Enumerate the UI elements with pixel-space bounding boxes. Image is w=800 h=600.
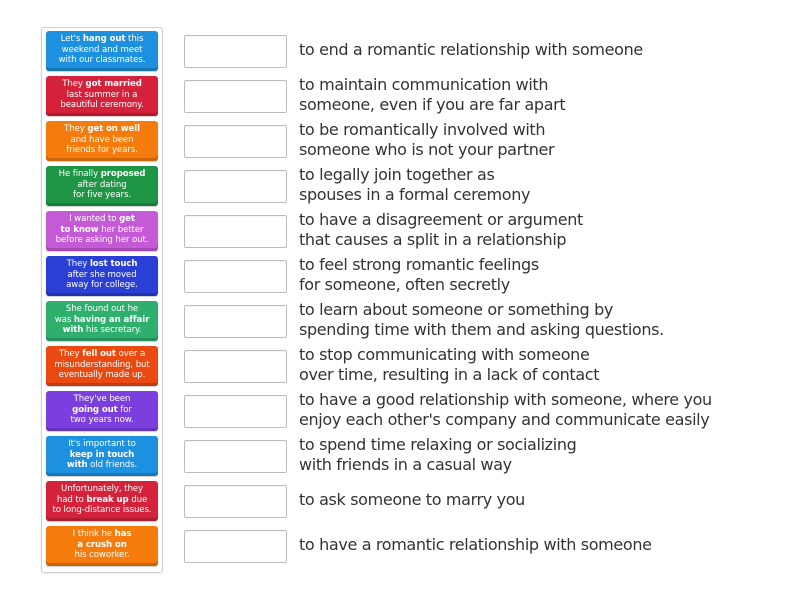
definition-line: to learn about someone or something by: [299, 300, 614, 319]
phrase-text: I wanted to: [69, 214, 120, 225]
phrase-card-line: [67, 450, 137, 461]
drop-slot[interactable]: [184, 440, 287, 473]
phrase-card-line: [52, 495, 151, 506]
phrase-text: and have been: [70, 134, 134, 145]
phrase-text: had to: [56, 494, 87, 505]
phrase-card-line: [67, 439, 137, 450]
phrasal-verb-highlight: lost touch: [89, 259, 138, 270]
phrase-text: with our classmates.: [58, 55, 146, 66]
phrase-card-line: [66, 270, 138, 281]
phrase-text: She found out he: [65, 304, 139, 315]
definition-line: to have a disagreement or argument: [299, 210, 583, 229]
phrase-card-text: [59, 34, 146, 66]
phrase-text: due: [128, 494, 148, 505]
phrase-card-line: [59, 190, 146, 201]
phrase-card[interactable]: [46, 436, 158, 476]
phrasal-verb-highlight: got married: [85, 79, 142, 90]
phrasal-verb-highlight: has: [114, 529, 132, 540]
phrase-card-line: [60, 90, 143, 101]
phrase-card-line: [59, 180, 146, 191]
phrase-text: this: [125, 34, 144, 45]
phrase-text: after dating: [77, 179, 127, 190]
drop-slot[interactable]: [184, 215, 287, 248]
phrase-card-line: [54, 360, 149, 371]
definition-line: someone, even if you are far apart: [299, 95, 566, 114]
drop-slot[interactable]: [184, 530, 287, 563]
phrasal-verb-highlight: going out: [72, 404, 118, 415]
phrase-card-text: [67, 439, 137, 471]
phrase-card-text: [70, 394, 133, 426]
phrase-text: last summer in a: [66, 89, 138, 100]
phrase-card-text: [56, 214, 149, 246]
phrase-text: for: [117, 404, 132, 415]
phrase-text: friends for years.: [66, 145, 138, 156]
phrase-card-text: [59, 169, 146, 201]
phrase-card-line: [59, 45, 146, 56]
phrase-card-text: [73, 529, 132, 561]
phrase-text: I think he: [72, 529, 115, 540]
definition-line: to feel strong romantic feelings: [299, 255, 539, 274]
definition-text: [299, 255, 539, 295]
drop-slot[interactable]: [184, 350, 287, 383]
definition-line: to have a romantic relationship with someone: [299, 535, 652, 554]
phrase-card-line: [60, 100, 143, 111]
phrasal-verb-highlight: a crush on: [77, 539, 127, 550]
phrase-card[interactable]: [46, 166, 158, 206]
phrase-card-line: [73, 529, 132, 540]
phrase-text: They: [64, 124, 88, 135]
phrase-card[interactable]: [46, 76, 158, 116]
definition-line: that causes a split in a relationship: [299, 230, 567, 249]
phrase-text: eventually made up.: [58, 370, 146, 381]
phrase-text: her better: [98, 224, 144, 235]
definition-text: [299, 390, 712, 430]
drop-slot[interactable]: [184, 35, 287, 68]
phrase-text: It's important to: [68, 439, 136, 450]
phrase-card-line: [55, 315, 149, 326]
phrase-card-line: [52, 505, 151, 516]
phrase-text: beautiful ceremony.: [60, 100, 144, 111]
drop-slot[interactable]: [184, 170, 287, 203]
phrase-text: misunderstanding, but: [54, 359, 150, 370]
phrasal-verb-highlight: to know: [60, 224, 99, 235]
phrase-text: They've been: [73, 394, 131, 405]
phrase-card[interactable]: [46, 391, 158, 431]
definition-text: [299, 490, 525, 510]
phrase-text: his coworker.: [74, 550, 130, 561]
phrase-text: for five years.: [73, 190, 131, 201]
definition-text: [299, 535, 652, 555]
definition-line: to ask someone to marry you: [299, 490, 525, 509]
definition-line: to spend time relaxing or socializing: [299, 435, 577, 454]
phrasal-verb-highlight: proposed: [100, 169, 146, 180]
drop-slot[interactable]: [184, 80, 287, 113]
phrase-card[interactable]: [46, 31, 158, 71]
definition-line: to stop communicating with someone: [299, 345, 590, 364]
definition-line: enjoy each other's company and communicate easily: [299, 410, 710, 429]
phrase-text: after she moved: [67, 269, 137, 280]
phrase-card-line: [66, 280, 138, 291]
phrase-card-line: [56, 225, 149, 236]
phrase-card[interactable]: [46, 301, 158, 341]
phrase-text: was: [54, 314, 74, 325]
drop-slot[interactable]: [184, 485, 287, 518]
phrase-card-text: [54, 349, 149, 381]
definition-text: [299, 300, 664, 340]
phrasal-verb-highlight: break up: [86, 494, 129, 505]
definition-line: to end a romantic relationship with someone: [299, 40, 643, 59]
phrase-text: Unfortunately, they: [61, 484, 143, 495]
phrase-card[interactable]: [46, 121, 158, 161]
phrase-card-text: [52, 484, 151, 516]
phrase-text: two years now.: [70, 415, 134, 426]
phrase-card-text: [66, 259, 138, 291]
drop-slot[interactable]: [184, 125, 287, 158]
phrase-card[interactable]: [46, 346, 158, 386]
definition-text: [299, 40, 643, 60]
phrase-text: before asking her out.: [55, 235, 149, 246]
phrase-card-line: [64, 145, 140, 156]
phrase-text: away for college.: [66, 280, 138, 291]
definition-text: [299, 210, 583, 250]
phrase-card-line: [56, 214, 149, 225]
phrase-card-line: [59, 34, 146, 45]
phrase-card[interactable]: [46, 256, 158, 296]
phrase-card-line: [73, 550, 132, 561]
phrase-card-line: [55, 325, 149, 336]
phrasal-verb-highlight: having an affair: [73, 314, 150, 325]
phrase-card[interactable]: [46, 526, 158, 566]
definition-line: over time, resulting in a lack of contact: [299, 365, 600, 384]
phrase-card-text: [55, 304, 149, 336]
definition-line: spending time with them and asking questions.: [299, 320, 664, 339]
phrase-text: over a: [115, 349, 146, 360]
phrase-card-line: [70, 405, 133, 416]
definition-line: with friends in a casual way: [299, 455, 512, 474]
phrasal-verb-highlight: get on well: [87, 124, 140, 135]
phrase-text: They: [58, 349, 83, 360]
phrase-text: old friends.: [87, 460, 138, 471]
phrase-card-text: [60, 79, 143, 111]
phrasal-verb-highlight: get: [119, 214, 135, 225]
definition-line: for someone, often secretly: [299, 275, 510, 294]
phrase-card-line: [54, 370, 149, 381]
definition-line: to be romantically involved with: [299, 120, 546, 139]
phrase-text: his secretary.: [83, 325, 142, 336]
phrase-card[interactable]: [46, 211, 158, 251]
definition-text: [299, 120, 554, 160]
phrase-card-line: [54, 349, 149, 360]
definition-line: to have a good relationship with someone, where you: [299, 390, 712, 409]
phrase-card-text: [64, 124, 140, 156]
phrase-text: They: [62, 79, 86, 90]
phrase-card-line: [64, 135, 140, 146]
definition-line: to legally join together as: [299, 165, 495, 184]
phrase-card-line: [70, 394, 133, 405]
drop-slot[interactable]: [184, 260, 287, 293]
phrasal-verb-highlight: with: [62, 325, 84, 336]
phrase-card-line: [67, 460, 137, 471]
phrase-text: Let's: [60, 34, 83, 45]
phrase-card-line: [73, 540, 132, 551]
drop-slot[interactable]: [184, 395, 287, 428]
definition-text: [299, 165, 530, 205]
phrase-card-line: [59, 55, 146, 66]
phrase-card-line: [59, 169, 146, 180]
phrase-text: He finally: [58, 169, 101, 180]
phrase-card-line: [52, 484, 151, 495]
definition-text: [299, 435, 576, 475]
definition-line: someone who is not your partner: [299, 140, 555, 159]
phrase-card-line: [66, 259, 138, 270]
definition-text: [299, 75, 565, 115]
definition-text: [299, 345, 599, 385]
phrase-card-line: [56, 235, 149, 246]
drop-slot[interactable]: [184, 305, 287, 338]
phrase-card-line: [55, 304, 149, 315]
phrasal-verb-highlight: fell out: [82, 349, 116, 360]
phrase-card-line: [64, 124, 140, 135]
phrasal-verb-highlight: with: [66, 460, 88, 471]
phrase-card[interactable]: [46, 481, 158, 521]
phrase-card-line: [60, 79, 143, 90]
phrase-text: They: [66, 259, 90, 270]
phrase-text: weekend and meet: [61, 44, 143, 55]
card-tray: [41, 27, 163, 573]
phrase-card-line: [70, 415, 133, 426]
definition-line: spouses in a formal ceremony: [299, 185, 531, 204]
phrasal-verb-highlight: hang out: [82, 34, 126, 45]
phrasal-verb-highlight: keep in touch: [69, 449, 135, 460]
phrase-text: to long-distance issues.: [52, 505, 152, 516]
definition-line: to maintain communication with: [299, 75, 549, 94]
